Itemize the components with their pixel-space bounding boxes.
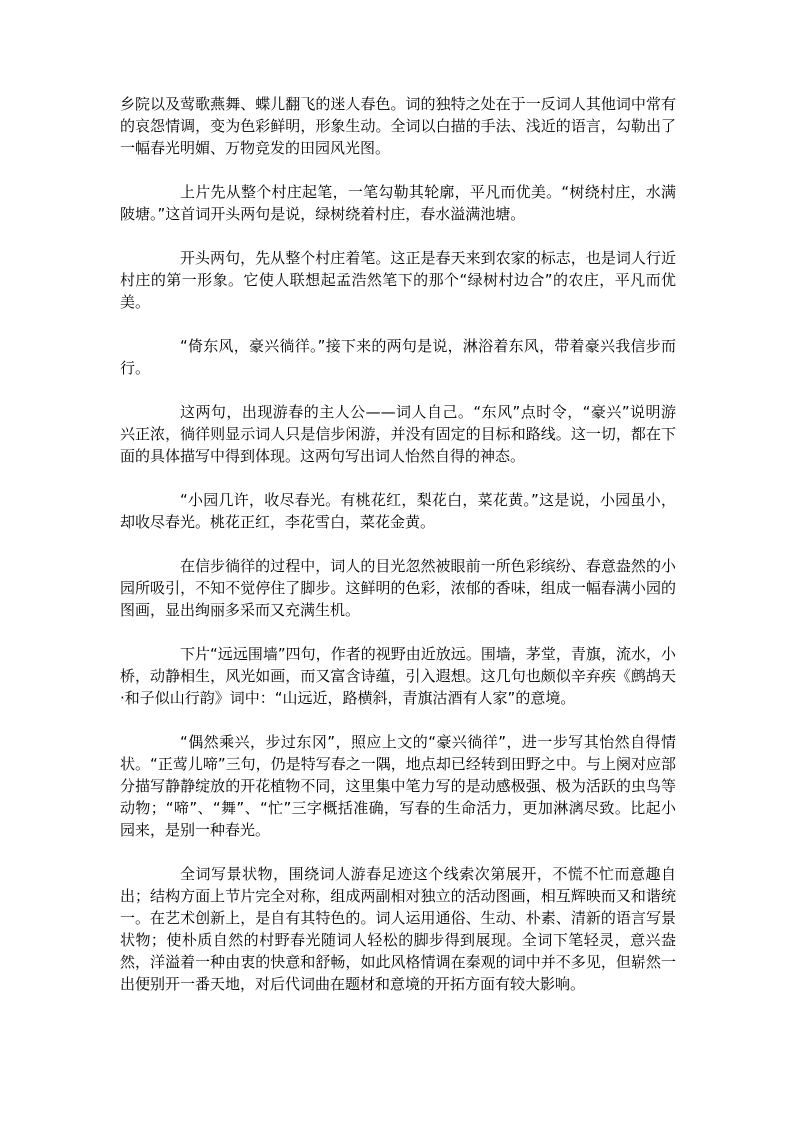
paragraph-1: 乡院以及莺歌燕舞、蝶儿翻飞的迷人春色。词的独特之处在于一反词人其他词中常有的哀怨情调，变为色彩鲜明，形象生动。全词以白描的手法、浅近的语言，勾勒出了一幅春光明媚、万物竞发的田园风光图。 (120, 95, 676, 157)
document-body (120, 93, 676, 1017)
paragraph-10: 全词写景状物，围绕词人游春足迹这个线索次第展开，不慌不忙而意趣自出；结构方面上节片完全对称，组成两副相对独立的活动图画，相互辉映而又和谐统一。在艺术创新上，是自有其特色的。词人运用通俗、生动、朴素、清新的语言写景状物；使朴质自然的村野春光随词人轻松的脚步得到展现。全词下笔轻灵，意兴盎然，洋溢着一种由衷的快意和舒畅，如此风格情调在秦观的词中并不多见，但崭然一出便别开一番天地，对后代词曲在题材和意境的开拓方面有较大影响。 (120, 865, 676, 993)
paragraph-5: 这两句，出现游春的主人公——词人自己。“东风”点时令，“豪兴”说明游兴正浓，徜徉则显示词人只是信步闲游，并没有固定的目标和路线。这一切，都在下面的具体描写中得到体现。这两句写出词人怡然自得的神态。 (120, 403, 676, 465)
paragraph-6: “小园几许，收尽春光。有桃花红，梨花白，菜花黄。”这是说，小园虽小，却收尽春光。桃花正红，李花雪白，菜花金黄。 (120, 491, 676, 531)
paragraph-7: 在信步徜徉的过程中，词人的目光忽然被眼前一所色彩缤纷、春意盎然的小园所吸引，不知不觉停住了脚步。这鲜明的色彩，浓郁的香味，组成一幅春满小园的图画，显出绚丽多采而又充满生机。 (120, 557, 676, 619)
paragraph-4: “倚东风，豪兴徜徉。”接下来的两句是说，淋浴着东风，带着豪兴我信步而行。 (120, 337, 676, 377)
paragraph-8: 下片“远远围墙”四句，作者的视野由近放远。围墙，茅堂，青旗，流水，小桥，动静相生，风光如画，而又富含诗蕴，引入遐想。这几句也颇似辛弃疾《鹧鸪天·和子似山行韵》词中：“山远近，路横斜，青旗沽酒有人家”的意境。 (120, 645, 676, 707)
paragraph-2: 上片先从整个村庄起笔，一笔勾勒其轮廓，平凡而优美。“树绕村庄，水满陂塘。”这首词开头两句是说，绿树绕着村庄，春水溢满池塘。 (120, 183, 676, 223)
paragraph-3: 开头两句，先从整个村庄着笔。这正是春天来到农家的标志，也是词人行近村庄的第一形象。它使人联想起孟浩然笔下的那个“绿树村边合”的农庄，平凡而优美。 (120, 249, 676, 311)
paragraph-9: “偶然乘兴，步过东冈”，照应上文的“豪兴徜徉”，进一步写其怡然自得情状。“正莺儿啼”三句，仍是特写春之一隅，地点却已经转到田野之中。与上阕对应部分描写静静绽放的开花植物不同，这里集中笔力写的是动感极强、极为活跃的虫鸟等动物；“啼”、“舞”、“忙”三字概括准确，写春的生命活力，更加淋漓尽致。比起小园来，是别一种春光。 (120, 733, 676, 839)
